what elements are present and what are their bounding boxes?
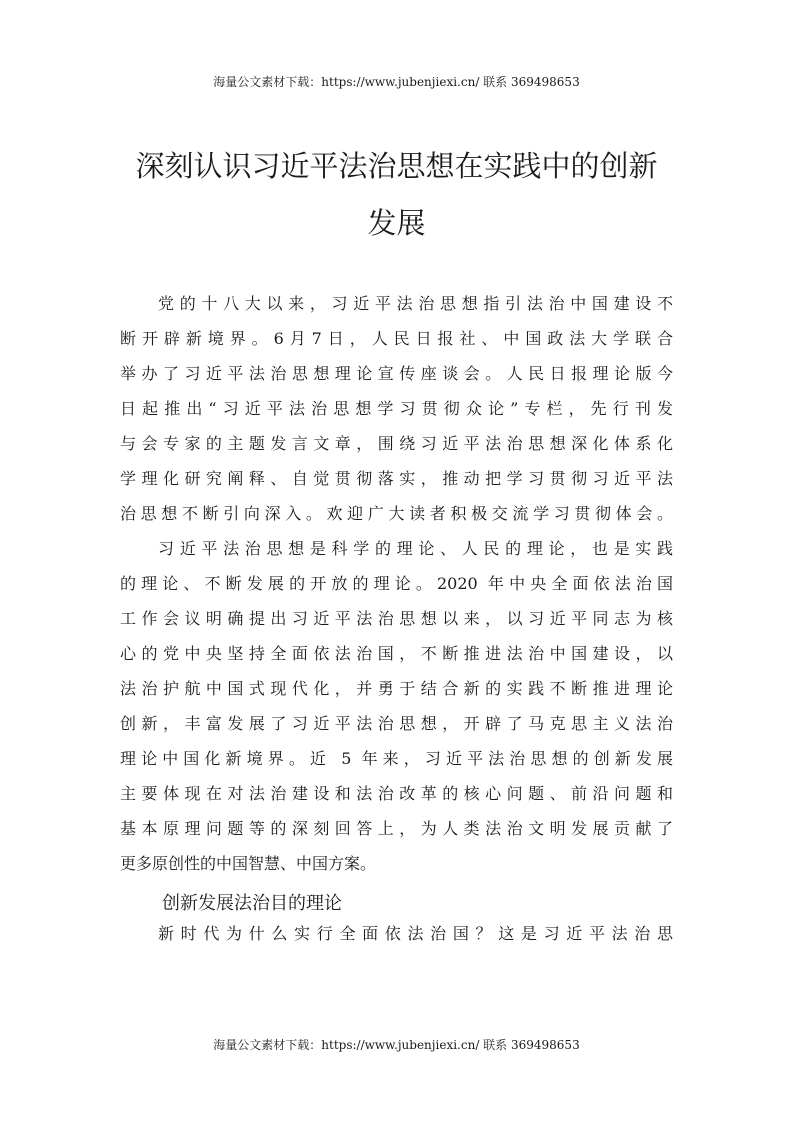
document-title — [0, 138, 793, 252]
paragraph-line: 主要体现在对法治建设和法治改革的核心问题、前沿问题和 — [120, 784, 673, 803]
paragraph-line: 断开辟新境界。6月7日，人民日报社、中国政法大学联合 — [120, 329, 673, 348]
paragraph-line: 的理论、不断发展的开放的理论。2020 年中央全面依法治国 — [120, 574, 673, 593]
section-heading: 创新发展法治目的理论 — [162, 893, 342, 914]
title-line-1: 深刻认识习近平法治思想在实践中的创新 — [135, 149, 658, 183]
paragraph-line: 学理化研究阐释、自觉贯彻落实，推动把学习贯彻习近平法 — [120, 469, 673, 488]
paragraph-line: 理论中国化新境界。近 5 年来，习近平法治思想的创新发展 — [120, 749, 673, 768]
paragraph-2 — [120, 536, 673, 886]
paragraph-line: 新时代为什么实行全面依法治国？这是习近平法治思 — [158, 924, 673, 943]
paragraph-line: 更多原创性的中国智慧、中国方案。 — [120, 854, 377, 873]
paragraph-line: 习近平法治思想是科学的理论、人民的理论，也是实践 — [158, 539, 673, 558]
paragraph-line: 基本原理问题等的深刻回答上，为人类法治文明发展贡献了 — [120, 819, 673, 838]
paragraph-1 — [120, 291, 673, 536]
page-header: 海量公文素材下载：https://www.jubenjiexi.cn/ 联系 369498653 — [213, 75, 580, 89]
paragraph-line: 党的十八大以来，习近平法治思想指引法治中国建设不 — [158, 294, 673, 313]
paragraph-line: 举办了习近平法治思想理论宣传座谈会。人民日报理论版今 — [120, 364, 673, 383]
paragraph-line: 日起推出“习近平法治思想学习贯彻众论”专栏，先行刊发 — [120, 399, 673, 418]
paragraph-line: 治思想不断引向深入。欢迎广大读者积极交流学习贯彻体会。 — [120, 504, 673, 523]
document-body — [120, 291, 673, 956]
paragraph-line: 法治护航中国式现代化，并勇于结合新的实践不断推进理论 — [120, 679, 673, 698]
paragraph-line: 与会专家的主题发言文章，围绕习近平法治思想深化体系化 — [120, 434, 673, 453]
title-line-2: 发展 — [367, 206, 426, 240]
page-footer: 海量公文素材下载：https://www.jubenjiexi.cn/ 联系 369498653 — [213, 1038, 580, 1052]
paragraph-line: 心的党中央坚持全面依法治国，不断推进法治中国建设，以 — [120, 644, 673, 663]
paragraph-line: 工作会议明确提出习近平法治思想以来，以习近平同志为核 — [120, 609, 673, 628]
paragraph-3 — [120, 921, 673, 956]
paragraph-line: 创新，丰富发展了习近平法治思想，开辟了马克思主义法治 — [120, 714, 673, 733]
